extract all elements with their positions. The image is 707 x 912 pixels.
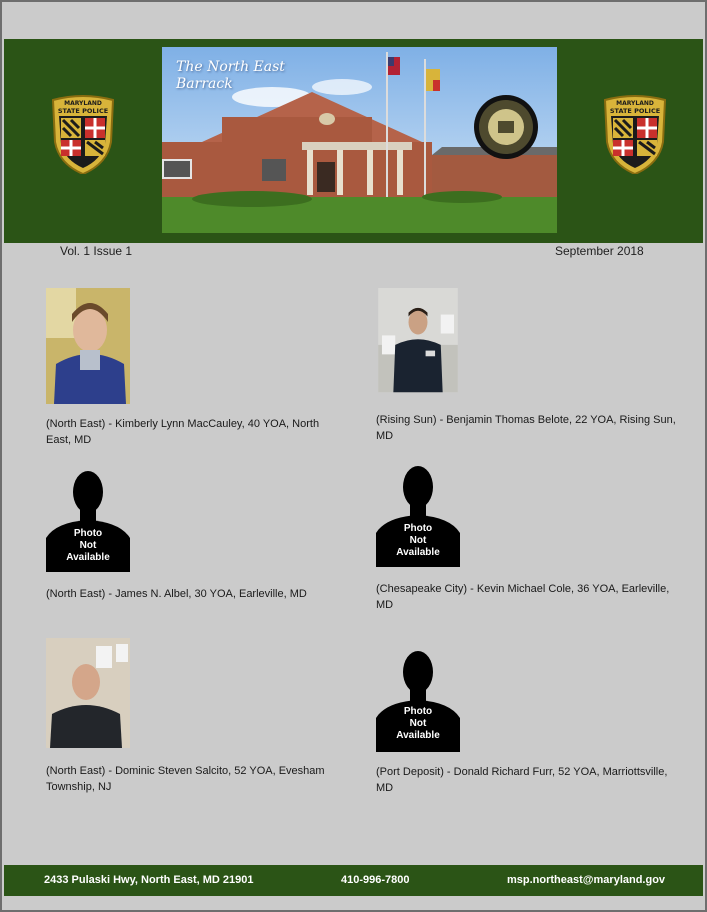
mugshot-photo (376, 288, 460, 398)
placeholder-line-2: Not (409, 718, 427, 729)
issue-date: September 2018 (555, 244, 644, 258)
header-band (4, 39, 703, 243)
photo-not-available-placeholder (376, 463, 460, 575)
svg-text:MARYLAND: MARYLAND (616, 100, 654, 107)
barrack-photo-banner (162, 47, 557, 233)
mugshot-photo (46, 288, 130, 404)
placeholder-line-2: Not (79, 540, 97, 551)
state-police-shield-icon (49, 94, 117, 174)
photo-not-available-placeholder (376, 648, 460, 760)
footer-email: msp.northeast@maryland.gov (507, 874, 666, 886)
footer-phone: 410-996-7800 (341, 874, 410, 886)
arrest-caption: (North East) - James N. Albel, 30 YOA, Earleville, MD (46, 588, 307, 600)
photo-not-available-text (376, 523, 460, 559)
placeholder-line-1: Photo (73, 528, 103, 539)
placeholder-line-3: Available (396, 547, 440, 558)
banner-title: The North East Barrack (176, 59, 285, 92)
placeholder-line-2: Not (409, 535, 427, 546)
arrest-caption: (North East) - Dominic Steven Salcito, 52 YOA, Evesham Township, NJ (46, 765, 325, 793)
arrest-caption: (Port Deposit) - Donald Richard Furr, 52 YOA, Marriottsville, MD (376, 766, 668, 794)
placeholder-line-1: Photo (403, 523, 433, 534)
placeholder-line-3: Available (66, 552, 110, 563)
arrest-caption: (North East) - Kimberly Lynn MacCauley, 40 YOA, North East, MD (46, 418, 320, 446)
placeholder-line-3: Available (396, 730, 440, 741)
photo-not-available-text (46, 528, 130, 564)
mugshot-photo (46, 638, 130, 748)
footer-band (4, 865, 703, 896)
svg-text:STATE POLICE: STATE POLICE (57, 107, 109, 115)
arrest-caption: (Rising Sun) - Benjamin Thomas Belote, 22 YOA, Rising Sun, MD (376, 414, 676, 442)
placeholder-line-1: Photo (403, 706, 433, 717)
photo-not-available-placeholder (46, 468, 130, 580)
issue-number: Vol. 1 Issue 1 (60, 244, 133, 258)
svg-text:STATE POLICE: STATE POLICE (609, 107, 661, 115)
footer-address: 2433 Pulaski Hwy, North East, MD 21901 (44, 874, 254, 886)
arrest-caption: (Chesapeake City) - Kevin Michael Cole, 36 YOA, Earleville, MD (376, 583, 670, 611)
photo-not-available-text (376, 706, 460, 742)
state-police-shield-icon (601, 94, 669, 174)
svg-text:MARYLAND: MARYLAND (64, 100, 102, 107)
